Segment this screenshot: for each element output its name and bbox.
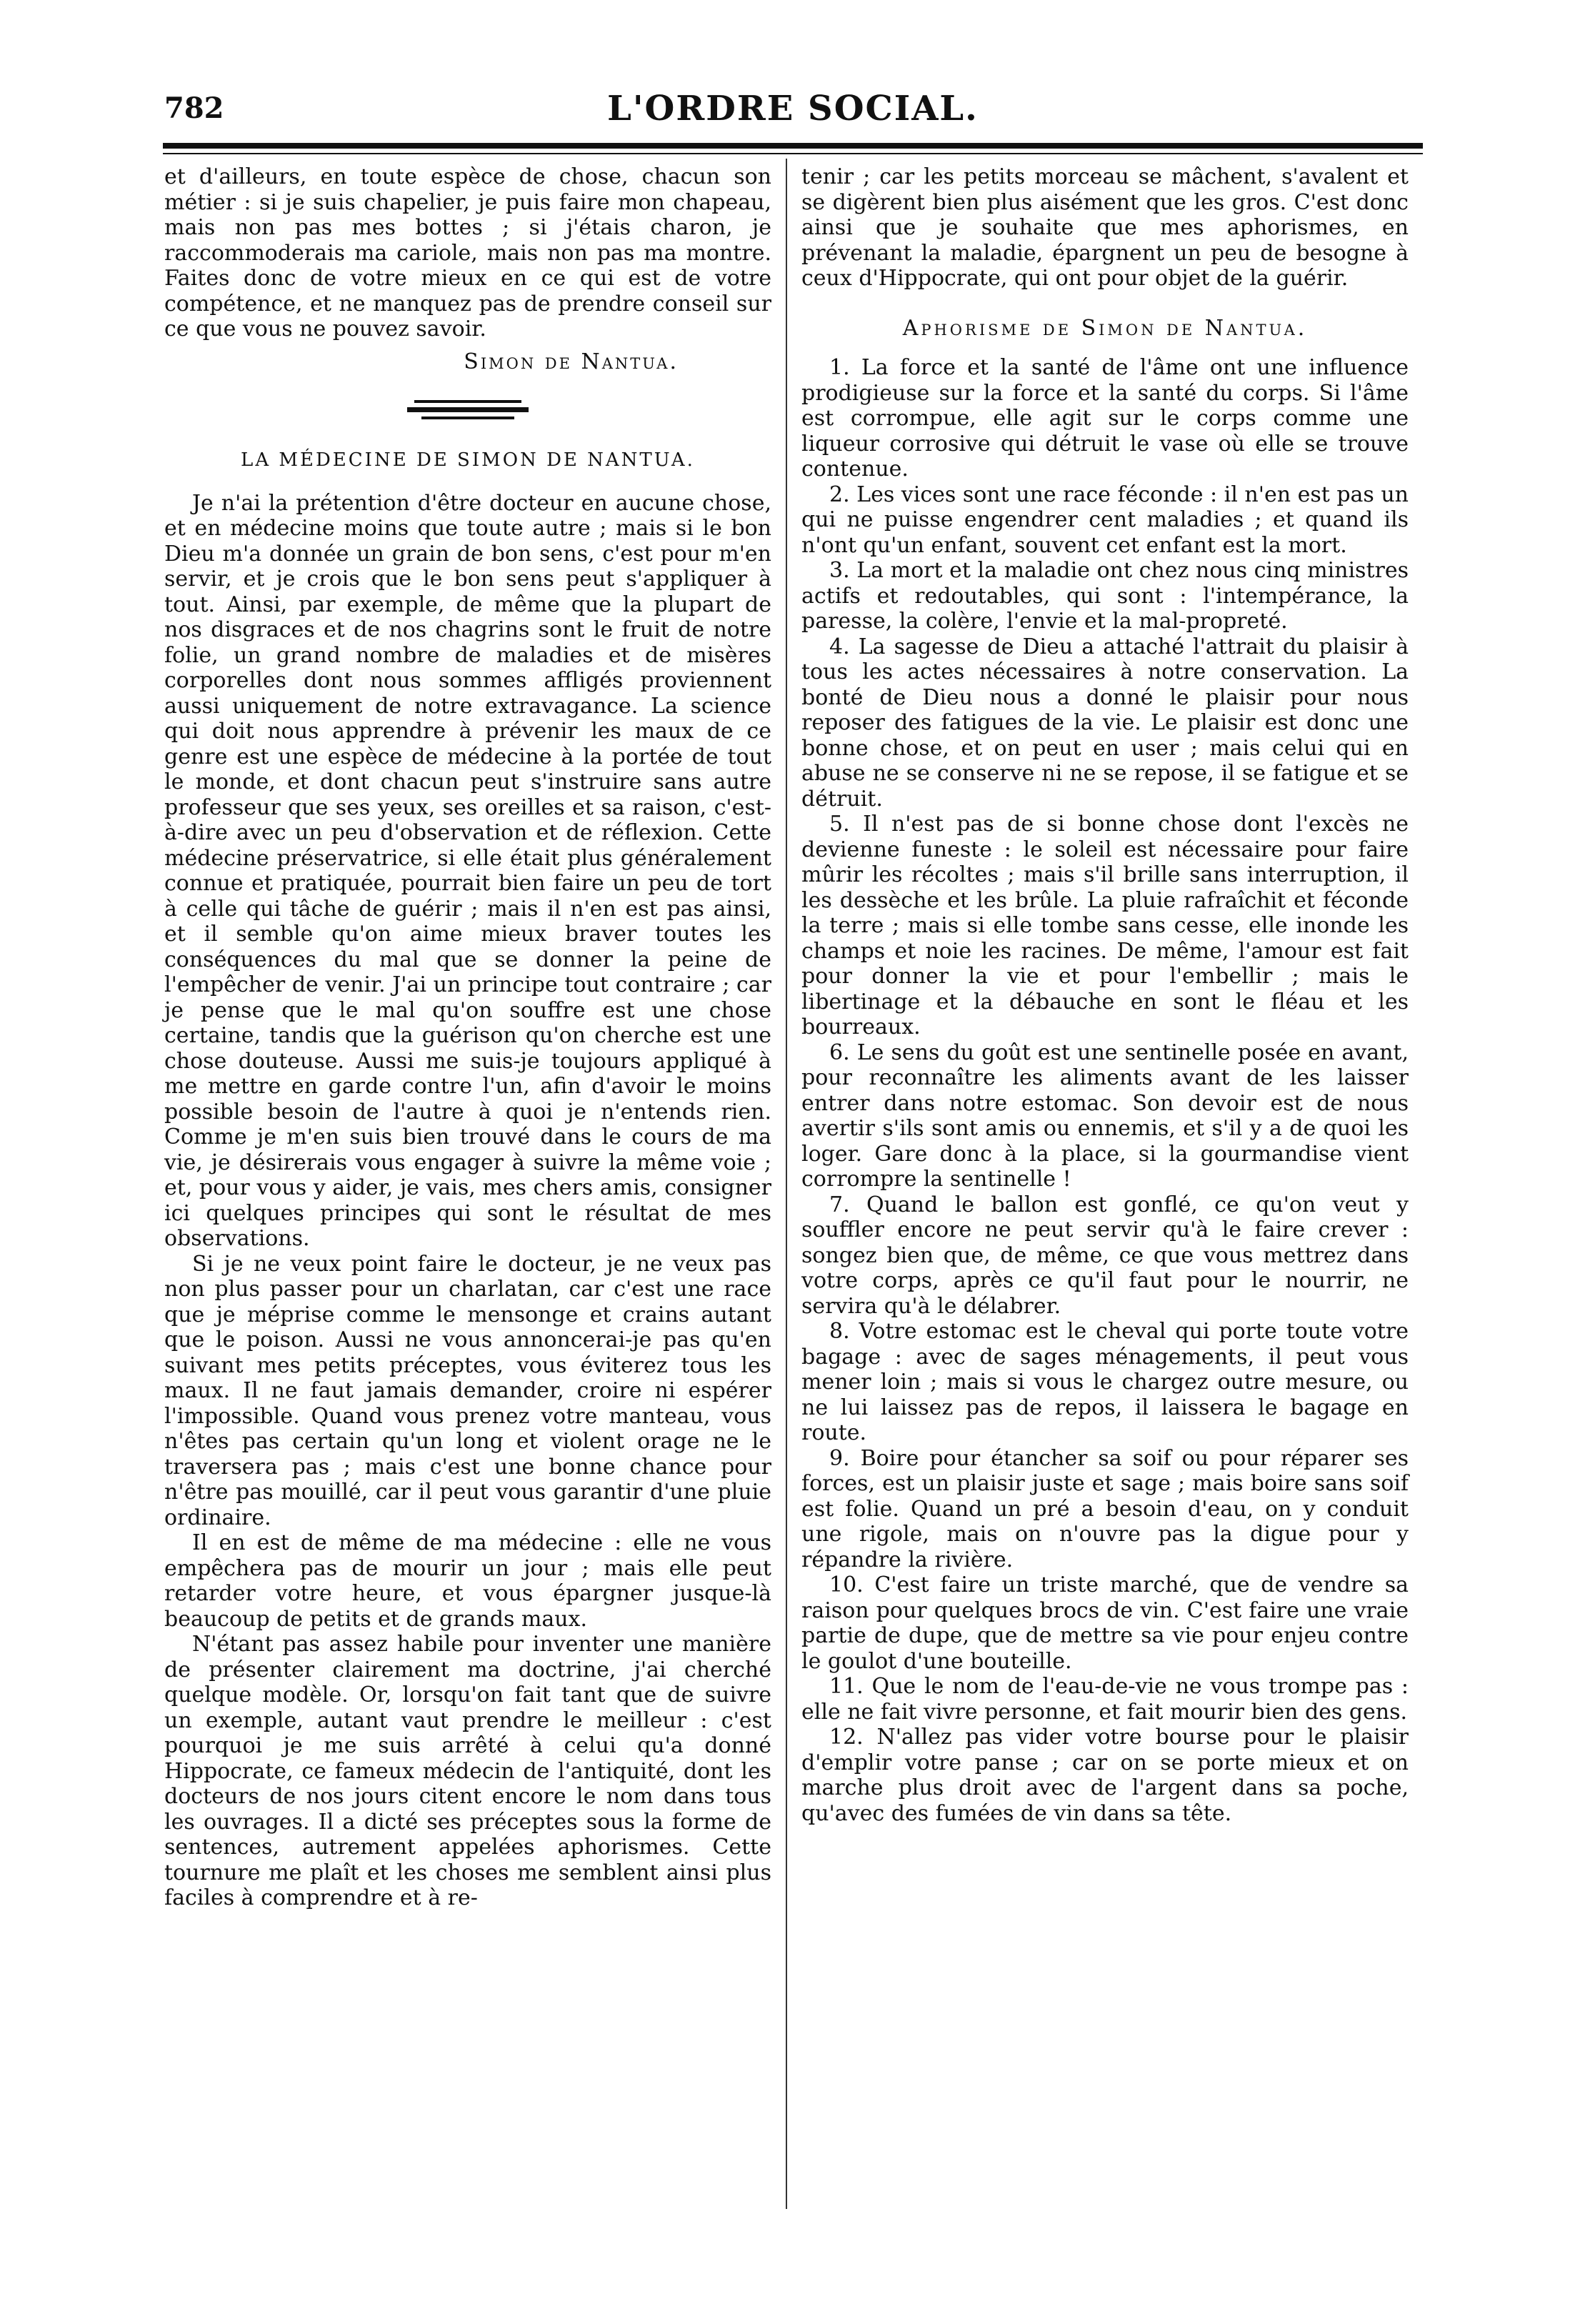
aphorism-item: 9. Boire pour étancher sa soif ou pour réparer ses forces, est un plaisir juste et sage ; mais boire sans soif est folie. Quand un pré a besoin d'eau, on y conduit une rigole, mais on n'ouvre pas la digue pour y répandre la rivière. xyxy=(801,1445,1409,1572)
header-rule-thin xyxy=(163,153,1423,154)
signature: Simon de Nantua. xyxy=(464,349,679,374)
aphorism-item: 2. Les vices sont une race féconde : il n'en est pas un qui ne puisse engendrer cent maladies ; et quand ils n'ont qu'un enfant, souvent cet enfant est la mort. xyxy=(801,482,1409,558)
aphorism-item: 6. Le sens du goût est une sentinelle posée en avant, pour reconnaître les aliments avant de les laisser entrer dans notre estomac. Son devoir est de nous avertir s'ils sont amis ou ennemis, et s'il y a de quoi les loger. Gare donc à la place, si la gourmandise vient corrompre la sentinelle ! xyxy=(801,1039,1409,1192)
aphorism-item: 4. La sagesse de Dieu a attaché l'attrait du plaisir à tous les actes nécessaires à notre conservation. La bonté de Dieu nous a donné le plaisir pour nous reposer des fatigues de la vie. Le plaisir est donc une bonne chose, et on peut en user ; mais celui qui en abuse ne se conserve ni ne se repose, il se fatigue et se détruit. xyxy=(801,634,1409,812)
left-intro-paragraph: et d'ailleurs, en toute espèce de chose, chacun son métier : si je suis chapelier, je puis faire mon chapeau, mais non pas mes bottes ; si j'étais charon, je raccommoderais ma cariole, mais non pas ma montre. Faites donc de votre mieux en ce qui est de votre compétence, et ne manquez pas de prendre conseil sur ce que vous ne pouvez savoir. xyxy=(164,164,771,341)
aphorisms-heading: Aphorisme de Simon de Nantua. xyxy=(902,315,1308,341)
article-paragraph-3: Il en est de même de ma médecine : elle ne vous empêchera pas de mourir un jour ; mais elle peut retarder votre heure, et vous épargner jusque-là beaucoup de petits et de grands maux. xyxy=(164,1530,771,1632)
article-paragraph-2: Si je ne veux point faire le docteur, je ne veux pas non plus passer pour un charlatan, car c'est une race que je méprise comme le mensonge et crains autant que le poison. Aussi ne vous annoncerai-je pas qu'en suivant mes petits préceptes, vous éviterez tous les maux. Il ne faut jamais demander, croire ni espérer l'impossible. Quand vous prenez votre manteau, vous n'êtes pas certain qu'un long et violent orage ne le traversera pas ; mais c'est une bonne chance pour n'être pas mouillé, car il peut vous garantir d'une pluie ordinaire. xyxy=(164,1251,771,1530)
aphorism-item: 12. N'allez pas vider votre bourse pour le plaisir d'emplir votre panse ; car on se porte mieux et on marche plus droit avec de l'argent dans sa poche, qu'avec des fumées de vin dans sa tête. xyxy=(801,1725,1409,1826)
right-intro-paragraph: tenir ; car les petits morceau se mâchent, s'avalent et se digèrent bien plus aisément que les gros. C'est donc ainsi que je souhaite que mes aphorismes, en prévenant la maladie, épargnent un peu de besogne à ceux d'Hippocrate, qui ont pour objet de la guérir. xyxy=(801,164,1409,291)
aphorism-item: 10. C'est faire un triste marché, que de vendre sa raison pour quelques brocs de vin. C'est faire une vraie partie de dupe, que de mettre sa vie pour enjeu contre le goulot d'une bouteille. xyxy=(801,1572,1409,1674)
header-rule-thick xyxy=(163,143,1423,149)
page-number: 782 xyxy=(164,91,224,125)
aphorism-item: 1. La force et la santé de l'âme ont une influence prodigieuse sur la force et la santé du corps. Si l'âme est corrompue, elle agit sur le corps comme une liqueur corrosive qui détruit le vase où elle se trouve contenue. xyxy=(801,355,1409,482)
left-column xyxy=(164,164,771,1911)
ornament-divider xyxy=(407,400,529,419)
article-paragraph-4: N'étant pas assez habile pour inventer une manière de présenter clairement ma doctrine, j'ai cherché quelque modèle. Or, lorsqu'on fait tant que de suivre un exemple, autant vaut prendre le meilleur : c'est pourquoi je me suis arrêté à celui qu'a donné Hippocrate, ce fameux médecin de l'antiquité, dont les docteurs de nos jours citent encore le nom dans tous les ouvrages. Il a dicté ses préceptes sous la forme de sentences, autrement appelées aphorismes. Cette tournure me plaît et les choses me semblent ainsi plus faciles à comprendre et à re- xyxy=(164,1632,771,1910)
aphorism-item: 8. Votre estomac est le cheval qui porte toute votre bagage : avec de sages ménagements, il peut vous mener loin ; mais si vous le chargez outre mesure, ou ne lui laissez pas de repos, il laissera le bagage en route. xyxy=(801,1319,1409,1445)
column-divider xyxy=(786,159,787,2209)
running-title: L'ORDRE SOCIAL. xyxy=(607,89,979,129)
article-title: LA MÉDECINE DE SIMON DE NANTUA. xyxy=(241,449,695,471)
aphorism-item: 5. Il n'est pas de si bonne chose dont l'excès ne devienne funeste : le soleil est nécessaire pour faire mûrir les récoltes ; mais s'il brille sans interruption, il les dessèche et les brûle. La pluie rafraîchit et féconde la terre ; mais si elle tombe sans cesse, elle inonde les champs et noie les racines. De même, l'amour est fait pour donner la vie et pour l'embellir ; mais le libertinage et la débauche en sont le fléau et les bourreaux. xyxy=(801,812,1409,1039)
page-header xyxy=(164,91,1421,134)
aphorism-item: 11. Que le nom de l'eau-de-vie ne vous trompe pas : elle ne fait vivre personne, et fait mourir bien des gens. xyxy=(801,1674,1409,1725)
article-paragraph-1: Je n'ai la prétention d'être docteur en aucune chose, et en médecine moins que toute autre ; mais si le bon Dieu m'a donnée un grain de bon sens, c'est pour m'en servir, et je crois que le bon sens peut s'appliquer à tout. Ainsi, par exemple, de même que la plupart de nos disgraces et de nos chagrins sont le fruit de notre folie, un grand nombre de maladies et de misères corporelles dont nous sommes affligés proviennent aussi uniquement de notre extravagance. La science qui doit nous apprendre à prévenir les maux de ce genre est une espèce de médecine à la portée de tout le monde, et dont chacun peut s'instruire sans autre professeur que ses yeux, ses oreilles et sa raison, c'est-à-dire avec un peu d'observation et de réflexion. Cette médecine préservatrice, si elle était plus généralement connue et pratiquée, pourrait bien faire un peu de tort à celle qui tâche de guérir ; mais il n'en est pas ainsi, et il semble qu'on aime mieux braver toutes les conséquences du mal que se donner la peine de l'empêcher de venir. J'ai un principe tout contraire ; car je pense que le mal qu'on souffre est une chose certaine, tandis que la guérison qu'on cherche est une chose douteuse. Aussi me suis-je toujours appliqué à me mettre en garde contre l'un, afin d'avoir le moins possible besoin de l'autre à quoi je n'entends rien. Comme je m'en suis bien trouvé dans le cours de ma vie, je désirerais vous engager à suivre la même voie ; et, pour vous y aider, je vais, mes chers amis, consigner ici quelques principes qui sont le résultat de mes observations. xyxy=(164,490,771,1251)
right-column xyxy=(801,164,1409,1826)
aphorism-list xyxy=(801,355,1409,1826)
aphorism-item: 7. Quand le ballon est gonflé, ce qu'on veut y souffler encore ne peut servir qu'à le faire crever : songez bien que, de même, ce que vous mettrez dans votre corps, après ce qu'il faut pour le nourrir, ne servira qu'à le délabrer. xyxy=(801,1192,1409,1319)
aphorism-item: 3. La mort et la maladie ont chez nous cinq ministres actifs et redoutables, qui sont : l'intempérance, la paresse, la colère, l'envie et la mal-propreté. xyxy=(801,558,1409,634)
